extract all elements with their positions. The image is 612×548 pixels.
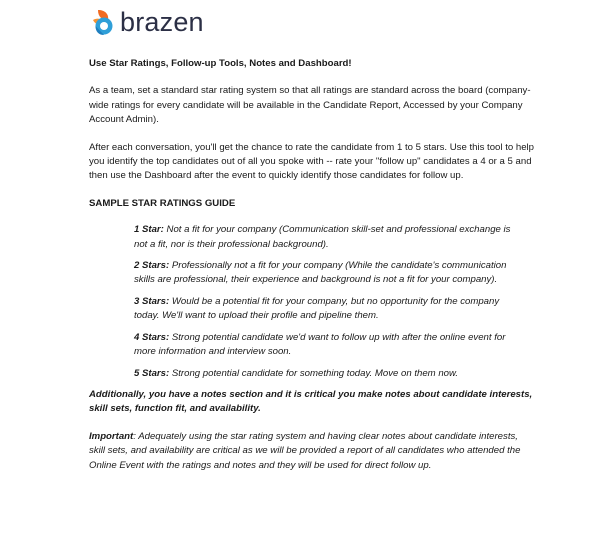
important-label: Important — [89, 430, 134, 442]
document-body — [89, 57, 534, 486]
guide-item-label: 2 Stars: — [134, 260, 170, 272]
guide-item-text: Would be a potential fit for your company, but no opportunity for the company today. We'll want to upload their profile and pipeline them. — [134, 295, 500, 322]
guide-item-label: 1 Star: — [134, 224, 164, 236]
guide-item-4-stars — [134, 331, 519, 360]
notes-statement: Additionally, you have a notes section and it is critical you make notes about candidate interests, skill sets, function fit, and availability. — [89, 388, 533, 415]
brand-name: brazen — [120, 7, 204, 37]
guide-item-text: Professionally not a fit for your company (While the candidate's communication skills are professional, their experience and background is not a fit for your company). — [134, 260, 507, 286]
brazen-logo — [89, 7, 204, 37]
guide-item-text: Not a fit for your company (Communication skill-set and professional exchange is not a fit, nor is their professional background). — [134, 224, 511, 250]
paragraph-rate-candidate: After each conversation, you'll get the chance to rate the candidate from 1 to 5 stars. Use this tool to help you identify the top candidates out of all you spoke with -- rate your "follow up" candidates a 4 or a 5 and then use the Dashboard after the event to quickly identify those candidates for follow up. — [89, 141, 534, 182]
guide-item-label: 5 Stars: — [134, 367, 170, 379]
guide-item-2-stars — [134, 259, 519, 288]
important-note — [89, 430, 534, 473]
document-heading: Use Star Ratings, Follow-up Tools, Notes and Dashboard! — [89, 58, 352, 69]
guide-item-3-stars — [134, 295, 519, 324]
guide-item-label: 3 Stars: — [134, 295, 170, 307]
important-text: : Adequately using the star rating system and having clear notes about candidate interests, skill sets, and availability are critical as we will be provided a report of all candidates who attended the Online Event with the ratings and notes and they will be used for direct follow up. — [89, 430, 521, 471]
guide-item-1-star — [134, 223, 519, 252]
guide-item-text: Strong potential candidate we'd want to follow up with after the online event for more information and interview soon. — [134, 331, 506, 358]
star-ratings-guide — [134, 223, 519, 381]
guide-title: SAMPLE STAR RATINGS GUIDE — [89, 197, 236, 209]
guide-item-text: Strong potential candidate for something today. Move on them now. — [169, 367, 459, 379]
paragraph-team-standard: As a team, set a standard star rating system so that all ratings are standard across the board (company-wide ratings for every candidate will be available in the Candidate Report, Accessed by your Company Account Admin). — [89, 85, 531, 126]
brazen-logo-icon — [89, 8, 117, 36]
guide-item-label: 4 Stars: — [134, 331, 170, 343]
guide-item-5-stars — [134, 367, 519, 381]
